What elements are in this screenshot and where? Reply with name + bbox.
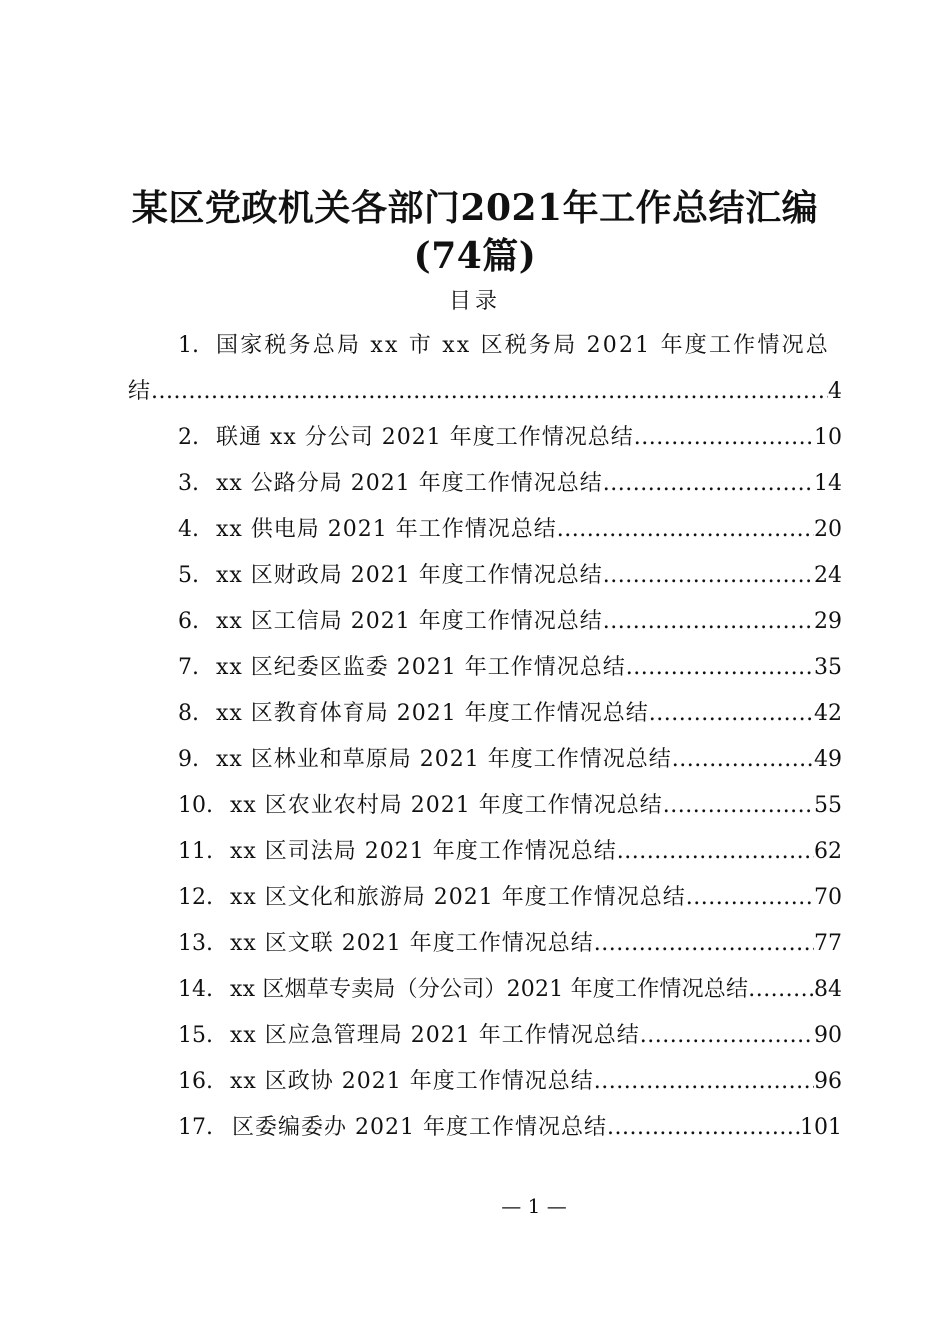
toc-entry-number: 10. [178, 793, 213, 818]
toc-entry-page: 35 [814, 655, 842, 680]
toc-entry-number: 2. [178, 425, 199, 450]
toc-entry[interactable] [0, 970, 950, 1016]
toc-entry-page: 90 [814, 1023, 842, 1048]
toc-leader-dots [557, 510, 814, 550]
toc-entry-page: 42 [814, 701, 842, 726]
toc-entry[interactable] [0, 464, 950, 510]
toc-entry-row [216, 510, 842, 550]
toc-entry[interactable] [0, 878, 950, 924]
toc-entry-row [230, 1016, 842, 1056]
toc-entry-title: xx 区林业和草原局 2021 年度工作情况总结 [216, 747, 672, 772]
toc-entry-title: xx 供电局 2021 年工作情况总结 [216, 517, 557, 542]
toc-entry-row [230, 878, 842, 918]
toc-entry-row [230, 832, 842, 872]
toc-entry-title: 区委编委办 2021 年度工作情况总结 [232, 1115, 607, 1140]
toc-entry-title: xx 区纪委区监委 2021 年工作情况总结 [216, 655, 626, 680]
toc-entry-page: 55 [814, 793, 842, 818]
toc-leader-dots [603, 602, 814, 642]
toc-entry-title: xx 区烟草专卖局（分公司）2021 年度工作情况总结 [230, 977, 749, 1002]
toc-entry-page: 4 [828, 379, 842, 404]
toc-entry-title: xx 区文联 2021 年度工作情况总结 [230, 931, 594, 956]
toc-leader-dots [748, 970, 814, 1010]
toc-entry-row [216, 740, 842, 780]
toc-leader-dots [607, 1108, 800, 1148]
toc-entry-number: 8. [178, 701, 199, 726]
toc-entry-page: 29 [814, 609, 842, 634]
toc-entry[interactable] [0, 602, 950, 648]
toc-leader-dots [640, 1016, 814, 1056]
toc-leader-dots [649, 694, 814, 734]
toc-entry-number: 17. [178, 1115, 213, 1140]
document-title: 某区党政机关各部门2021年工作总结汇编 [131, 187, 819, 229]
toc-entry-row [232, 1108, 842, 1148]
toc-leader-dots [634, 418, 814, 458]
toc-leader-dots [603, 464, 814, 504]
toc-leader-dots [663, 786, 814, 826]
toc-entry[interactable] [0, 832, 950, 878]
toc-entry-row [230, 970, 842, 1010]
toc-leader-dots [672, 740, 814, 780]
toc-entry[interactable] [0, 924, 950, 970]
document-subtitle: (74篇) [413, 235, 537, 277]
toc-entry-title: xx 区文化和旅游局 2021 年度工作情况总结 [230, 885, 686, 910]
toc-entry-title: 联通 xx 分公司 2021 年度工作情况总结 [216, 425, 634, 450]
toc-entry-row [216, 602, 842, 642]
toc-entry[interactable] [0, 1108, 950, 1154]
toc-entry[interactable] [0, 694, 950, 740]
toc-leader-dots [594, 924, 814, 964]
toc-entry-number: 12. [178, 885, 213, 910]
toc-entry-title: xx 区教育体育局 2021 年度工作情况总结 [216, 701, 649, 726]
toc-entry-page: 24 [814, 563, 842, 588]
toc-entry-row [216, 556, 842, 596]
toc-entry-title: xx 区财政局 2021 年度工作情况总结 [216, 563, 603, 588]
toc-heading: 目录 [448, 289, 501, 314]
toc-entry[interactable] [0, 510, 950, 556]
toc-entry-row [216, 464, 842, 504]
toc-entry-number: 4. [178, 517, 199, 542]
toc-entry-row [216, 418, 842, 458]
page-number: — 1 — [501, 1194, 567, 1218]
toc-entry-number: 9. [178, 747, 199, 772]
toc-entry-page: 49 [814, 747, 842, 772]
toc-entry-title: xx 公路分局 2021 年度工作情况总结 [216, 471, 603, 496]
toc-leader-dots [626, 648, 814, 688]
toc-entry-title: 国家税务总局 xx 市 xx 区税务局 2021 年度工作情况总 [216, 333, 830, 358]
toc-entry-row [230, 786, 842, 826]
toc-entry-number: 1. [178, 333, 199, 358]
toc-entry-number: 7. [178, 655, 199, 680]
toc-entry-title: xx 区政协 2021 年度工作情况总结 [230, 1069, 594, 1094]
toc-entry-page: 101 [800, 1115, 842, 1140]
toc-entry[interactable] [0, 740, 950, 786]
toc-entry[interactable] [0, 648, 950, 694]
toc-entry-page: 20 [814, 517, 842, 542]
toc-entry-number: 5. [178, 563, 199, 588]
toc-leader-dots [617, 832, 814, 872]
toc-entry-row [216, 648, 842, 688]
toc-entry-title: xx 区工信局 2021 年度工作情况总结 [216, 609, 603, 634]
toc-entry-number: 15. [178, 1023, 213, 1048]
toc-entry-number: 16. [178, 1069, 213, 1094]
toc-entry-page: 62 [814, 839, 842, 864]
toc-entry-number: 11. [178, 839, 213, 864]
toc-entry-row [230, 1062, 842, 1102]
toc-entry-title: xx 区应急管理局 2021 年工作情况总结 [230, 1023, 640, 1048]
toc-entry[interactable] [0, 326, 950, 418]
toc-entry-page: 14 [814, 471, 842, 496]
toc-entry[interactable] [0, 418, 950, 464]
toc-entry[interactable] [0, 556, 950, 602]
toc-entry-number: 14. [178, 977, 213, 1002]
toc-entry-number: 3. [178, 471, 199, 496]
toc-leader-dots [686, 878, 814, 918]
toc-entry[interactable] [0, 1062, 950, 1108]
toc-entry-title-continued: 结 [128, 379, 152, 404]
toc-entry[interactable] [0, 1016, 950, 1062]
toc-entry-page: 84 [814, 977, 842, 1002]
toc-entry-row [230, 924, 842, 964]
toc-entry-title: xx 区司法局 2021 年度工作情况总结 [230, 839, 617, 864]
toc-entry-page: 96 [814, 1069, 842, 1094]
toc-leader-dots [151, 372, 828, 412]
toc-entry[interactable] [0, 786, 950, 832]
toc-entry-row [216, 694, 842, 734]
toc-entry-number: 13. [178, 931, 213, 956]
toc-entry-title: xx 区农业农村局 2021 年度工作情况总结 [230, 793, 663, 818]
toc-entry-page: 70 [814, 885, 842, 910]
toc-entry-number: 6. [178, 609, 199, 634]
toc-entry-page: 77 [814, 931, 842, 956]
toc-entry-page: 10 [814, 425, 842, 450]
toc-entry-continuation [128, 372, 842, 412]
toc-leader-dots [594, 1062, 814, 1102]
toc-leader-dots [603, 556, 814, 596]
